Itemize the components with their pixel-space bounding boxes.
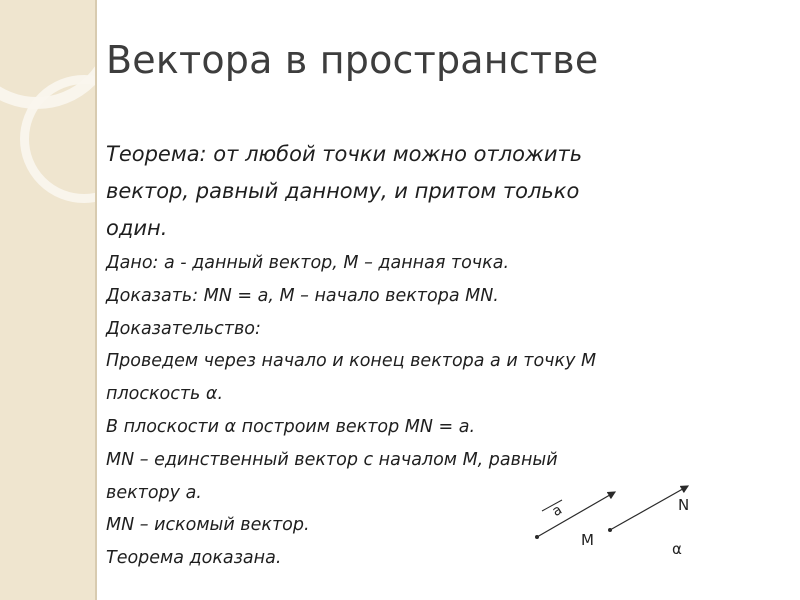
proof-line: В плоскости α построим вектор MN = a. bbox=[106, 416, 476, 437]
theorem-line: Теорема: от любой точки можно отложить bbox=[106, 142, 583, 166]
proof-line: MN – искомый вектор. bbox=[106, 515, 310, 536]
slide-title: Вектора в пространстве bbox=[106, 38, 599, 82]
point-m bbox=[608, 528, 612, 532]
vector-a-start-point bbox=[535, 535, 539, 539]
sidebar-divider bbox=[95, 0, 97, 600]
plane-alpha-label: α bbox=[672, 540, 682, 558]
theorem-line: вектор, равный данному, и притом только bbox=[106, 179, 580, 203]
to-prove-line: Доказать: MN = a, M – начало вектора MN. bbox=[106, 285, 499, 306]
vector-mn-arrow bbox=[610, 486, 688, 530]
point-n-label: N bbox=[678, 496, 690, 514]
point-m-label: M bbox=[581, 531, 594, 549]
proof-heading: Доказательство: bbox=[106, 318, 261, 339]
proof-line: плоскость α. bbox=[106, 384, 224, 405]
theorem-line: один. bbox=[106, 216, 168, 240]
theorem-statement bbox=[106, 136, 776, 247]
decorative-sidebar bbox=[0, 0, 95, 600]
conclusion-line: Теорема доказана. bbox=[106, 548, 282, 569]
proof-line: вектору a. bbox=[106, 482, 202, 503]
proof-line: Проведем через начало и конец вектора a и точку M bbox=[106, 351, 597, 372]
vector-figure bbox=[520, 478, 710, 558]
vector-a-label: a bbox=[549, 501, 565, 520]
given-line: Дано: a - данный вектор, M – данная точка. bbox=[106, 253, 510, 273]
vector-a-arrow bbox=[537, 492, 615, 537]
proof-line: MN – единственный вектор с началом M, равный bbox=[106, 449, 558, 470]
